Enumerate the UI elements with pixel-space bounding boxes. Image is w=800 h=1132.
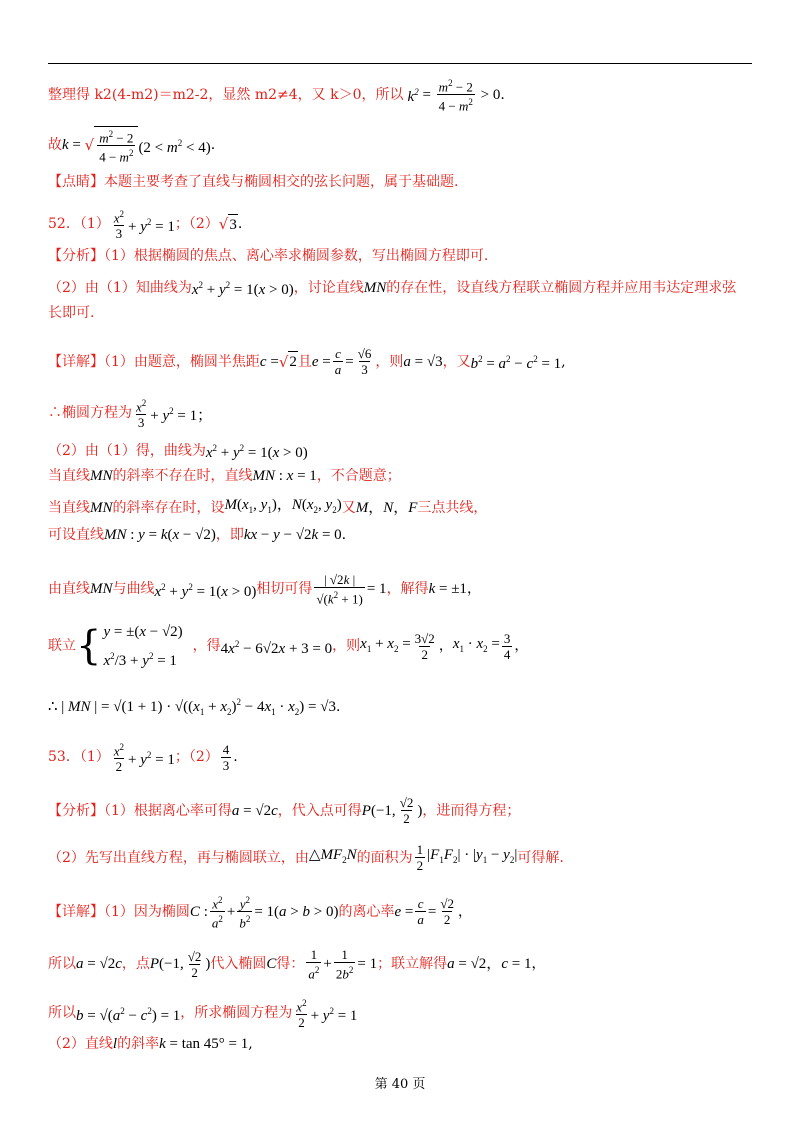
analysis-52-1: 【分析】（1）根据椭圆的焦点、离心率求椭圆参数，写出椭圆方程即可. [48,248,489,264]
analysis-53-2: （2）先写出直线方程，再与椭圆联立，由 $\triangle MF_2N$ 的面积为 $\frac{1}{2}$ $|F_1F_2| \cdot |y_1 - y_2|$ 可得解. [48,842,564,873]
detail-53-4: （2）直线 l 的斜率 k = tan 45° = 1 , [48,1036,253,1052]
question-53: 53．（1） $\frac{x^2}{2}$ + $y^2 = 1$ ；（2） $\frac{4}{3}$ . [48,741,238,775]
analysis-52-3: 长即可. [48,305,95,321]
analysis-53-1: 【分析】（1）根据离心率可得 a = √2c ，代入点可得 P(−1, $\frac{√2}{2}$ ) ，进而得方程； [48,795,521,826]
page-footer: 第 40 页 [374,1077,426,1092]
detail-52-6: 可设直线 MN : y = k(x − √2) ，即 kx − y − √2k = 0 . [48,527,347,543]
header-rule [48,63,752,64]
text-line-2: 故 k = √ $\frac{m^2 - 2}{4 - m^2}$ $(2 < m^2 < 4)$ . [48,126,758,165]
detail-52-1: 【详解】（1）由题意，椭圆半焦距 c = √ 2 且 e = $\frac{c}{a}$ = $\frac{√6}{3}$ ，则 a = √3 ，又 $b^2 = a^2 - c^2 = 1$ , [48,346,566,377]
detail-52-5: 当直线 MN 的斜率存在时，设 $M(x_1$, $y_1$)，$N(x_2$, $y_2$) 又 M，N，F 三点共线， [48,497,488,516]
detail-53-1: 【详解】（1）因为椭圆 C : $\frac{x^2}{a^2}$ + $\frac{y^2}{b^2}$ = 1(a > b > 0) 的离心率 e = $\frac{c}{a}$ = $\frac{√2}{2}$ ， [48,895,472,931]
detail-53-3: 所以 $b = √(a^2 - c^2) = 1$ ，所求椭圆方程为 $\frac{x^2}{2}$ + $y^2 = 1$ [48,998,358,1031]
detail-52-9: ∴ | MN | = $√(1 + 1) \cdot √((x_1 + x_2)^2 - 4x_1 \cdot x_2) = √3$ . [48,697,341,717]
question-52: 52．（1） $\frac{x^2}{3}$ + $y^2 = 1$ ；（2） √ 3 . [48,209,243,242]
detail-52-2: ∴椭圆方程为 $\frac{x^2}{3}$ + $y^2 = 1$； [48,398,213,431]
detail-52-3: （2）由（1）得，曲线为 $x^2 + y^2 = 1(x > 0)$ [48,442,308,461]
detail-52-8: 联立 { y = ±(x − √2) $x^2/3 + y^2 = 1$ ，得 $4x^2 - 6√2x + 3 = 0$ ，则 $x_1 + x_2$ = $\frac{3√2}{2}$ ， $x_1 \cdot x_2$ = $\frac{3}{4}$ ， [48,623,529,669]
analysis-52-2: （2）由（1）知曲线为 $x^2 + y^2 = 1(x > 0)$ ，讨论直线 MN 的存在性，设直线方程联立椭圆方程并应用韦达定理求弦 [48,279,737,298]
text-line-1: 整理得 k2(4-m2)＝m2-2，显然 m2≠4，又 k＞0，所以 $k^2$ = $\frac{m^2 - 2}{4 - m^2}$ > 0 . [48,78,505,114]
detail-53-2: 所以 a = √2c ，点 P(−1, $\frac{√2}{2}$ ) 代入椭圆 C 得： $\frac{1}{a^2}$ + $\frac{1}{2b^2}$ = 1 ；联立解得 a = √2，c = 1 ， [48,947,546,982]
text-line-3: 【点睛】本题主要考查了直线与椭圆相交的弦长问题，属于基础题. [48,174,459,190]
detail-52-7: 由直线 MN 与曲线 $x^2 + y^2 = 1(x > 0)$ 相切可得 $\frac{| √2k |}{√(k^2 + 1)}$ = 1 ，解得 k = ±1 ， [48,572,481,607]
detail-52-4: 当直线 MN 的斜率不存在时，直线 MN : x = 1 ，不合题意； [48,468,401,484]
